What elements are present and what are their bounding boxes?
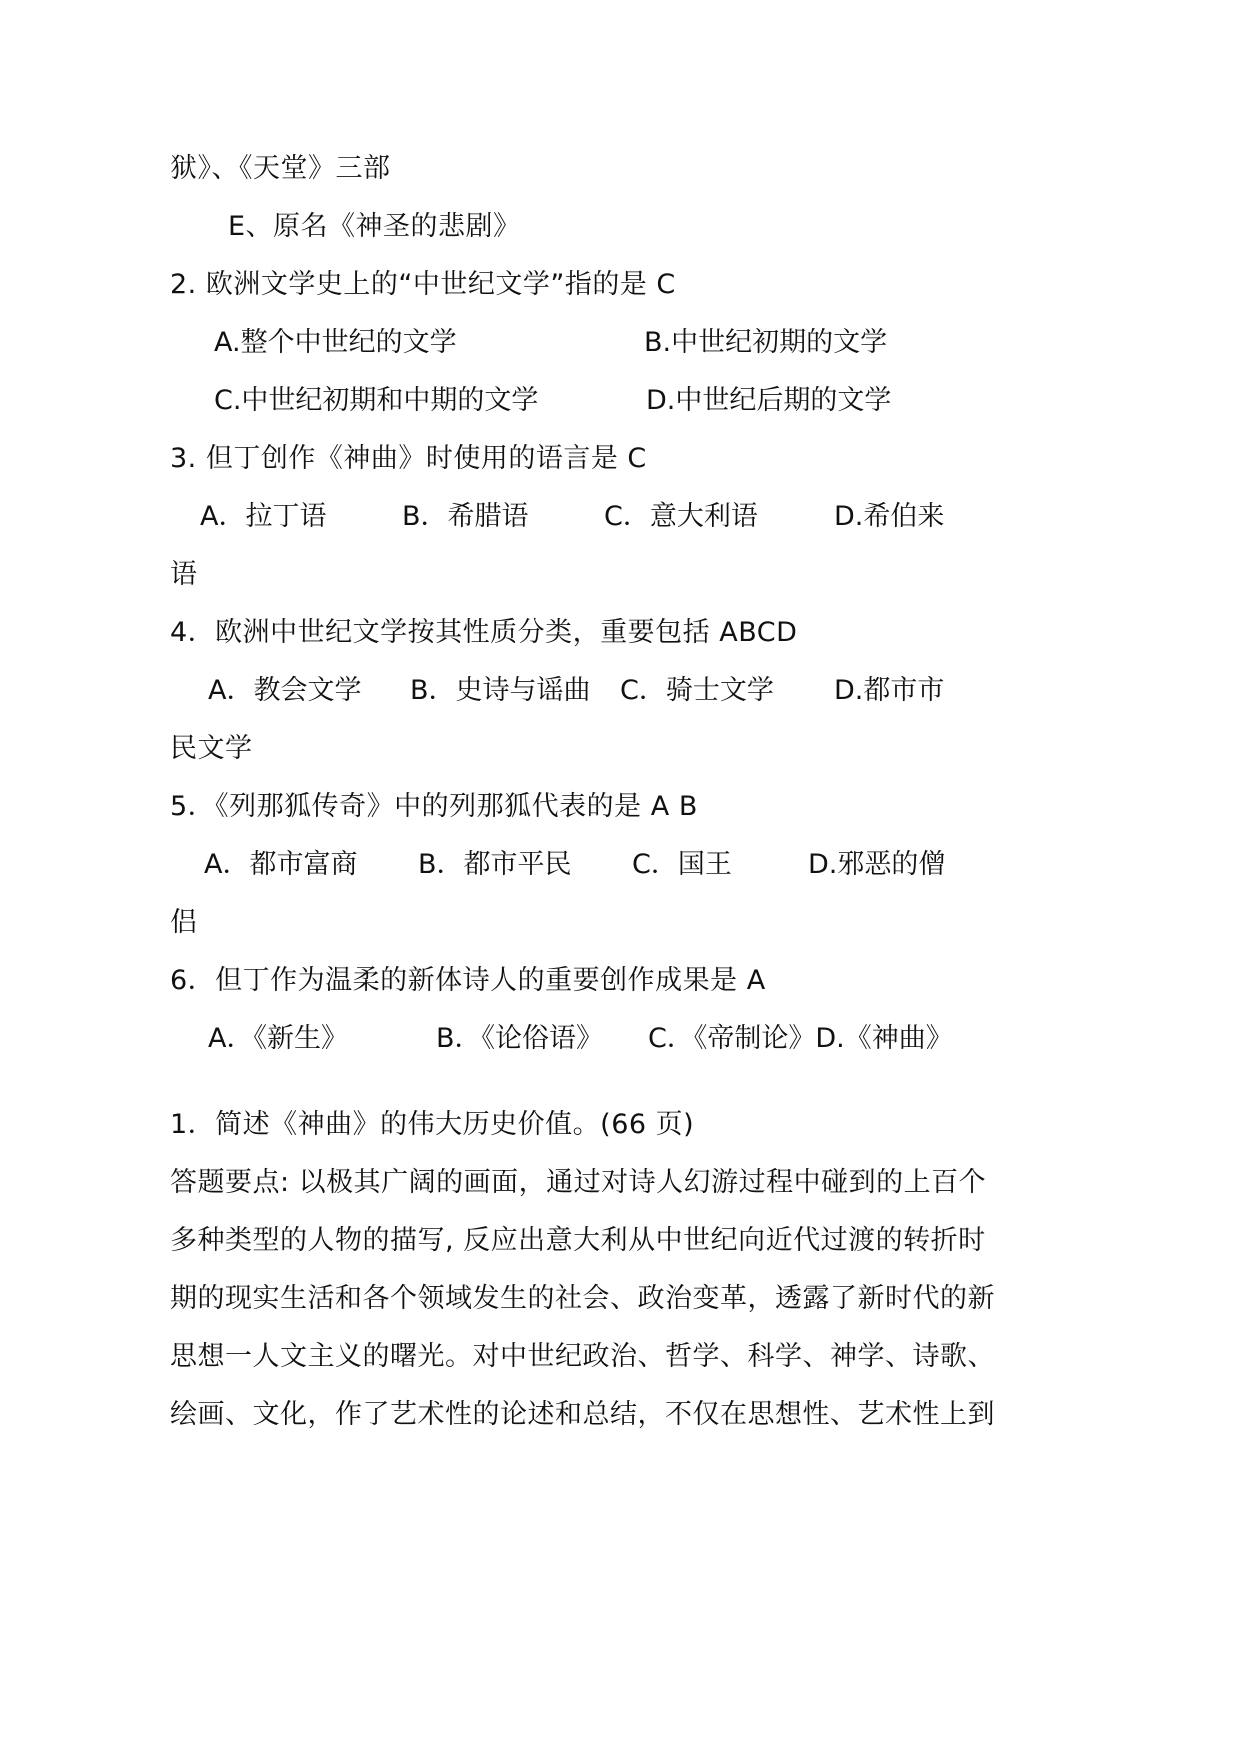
question-6-option-a: A．《新生》 [208, 1023, 348, 1054]
question-4-option-d: D.都市市 [834, 675, 945, 706]
question-5-option-b: B．都市平民 [418, 849, 572, 880]
answer-paragraph-line-1: 答题要点: 以极其广阔的画面，通过对诗人幻游过程中碰到的上百个 [170, 1167, 987, 1198]
question-6-option-c-d: C．《帝制论》D.《神曲》 [648, 1023, 953, 1054]
question-4-option-d-continuation: 民文学 [170, 733, 253, 764]
option-e: E、原名《神圣的悲剧》 [228, 211, 521, 242]
question-4: 4．欧洲中世纪文学按其性质分类，重要包括 ABCD [170, 617, 798, 648]
question-3-option-d: D.希伯来 [834, 501, 945, 532]
question-3-option-a: A．拉丁语 [200, 501, 327, 532]
question-4-option-c: C．骑士文学 [620, 675, 774, 706]
answer-paragraph-line-4: 思想一人文主义的曙光。对中世纪政治、哲学、科学、神学、诗歌、 [170, 1341, 995, 1372]
answer-paragraph-line-2: 多种类型的人物的描写, 反应出意大利从中世纪向近代过渡的转折时 [170, 1225, 986, 1256]
question-5-option-a: A．都市富商 [204, 849, 358, 880]
short-answer-question-1: 1．简述《神曲》的伟大历史价值。(66 页) [170, 1109, 695, 1140]
question-5: 5．《列那狐传奇》中的列那狐代表的是 A B [170, 791, 698, 822]
question-3-option-c: C．意大利语 [604, 501, 758, 532]
question-6-option-b: B．《论俗语》 [436, 1023, 604, 1054]
question-2-option-a: A.整个中世纪的文学 [214, 327, 457, 358]
question-5-option-d-continuation: 侣 [170, 907, 198, 938]
answer-paragraph-line-3: 期的现实生活和各个领域发生的社会、政治变革，透露了新时代的新 [170, 1283, 995, 1314]
question-2-option-c: C.中世纪初期和中期的文学 [214, 385, 539, 416]
answer-paragraph-line-5: 绘画、文化，作了艺术性的论述和总结，不仅在思想性、艺术性上到 [170, 1399, 995, 1430]
question-4-option-a: A．教会文学 [208, 675, 362, 706]
question-5-option-d: D.邪恶的僧 [808, 849, 946, 880]
question-3: 3. 但丁创作《神曲》时使用的语言是 C [170, 443, 647, 474]
question-3-option-b: B．希腊语 [402, 501, 529, 532]
question-2-option-d: D.中世纪后期的文学 [646, 385, 892, 416]
question-6: 6．但丁作为温柔的新体诗人的重要创作成果是 A [170, 965, 766, 996]
question-2-option-b: B.中世纪初期的文学 [644, 327, 888, 358]
question-2: 2. 欧洲文学史上的“中世纪文学”指的是 C [170, 269, 676, 300]
question-4-option-b: B．史诗与谣曲 [410, 675, 591, 706]
question-5-option-c: C．国王 [632, 849, 732, 880]
question-3-option-d-continuation: 语 [170, 559, 198, 590]
text-line-continuation: 狱》、《天堂》三部 [170, 153, 391, 184]
